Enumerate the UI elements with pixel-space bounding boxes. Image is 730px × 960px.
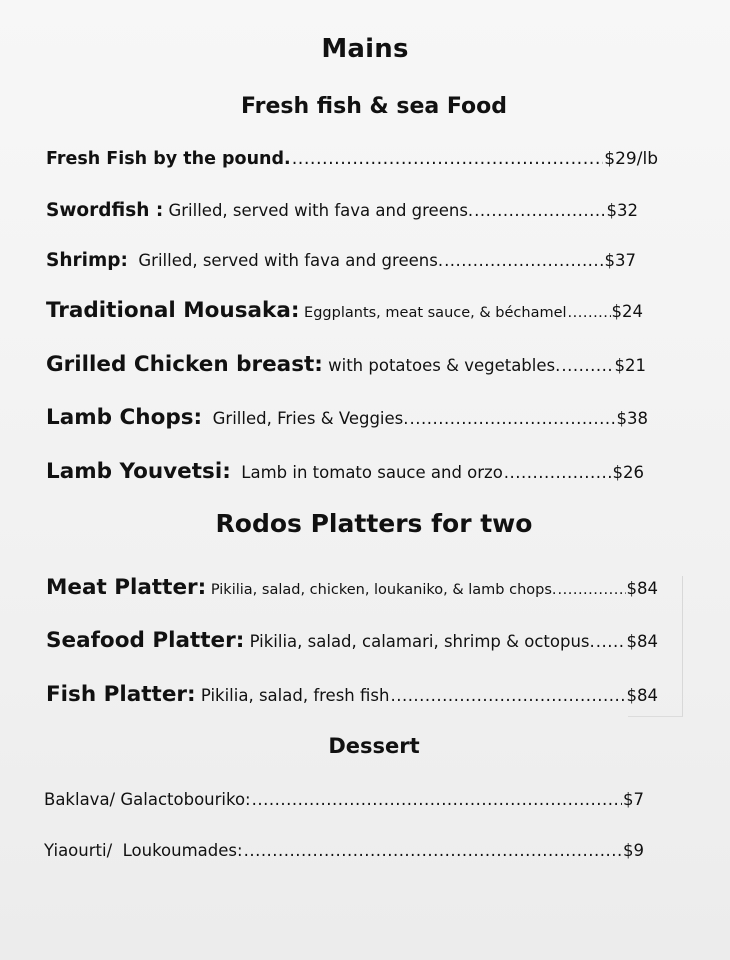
menu-item-baklava	[44, 790, 644, 809]
dot-leader	[561, 356, 613, 375]
item-description: Pikilia, salad, fresh fish	[195, 686, 390, 705]
item-description: Grilled, served with fava and greens.	[163, 201, 474, 220]
dot-leader	[558, 582, 626, 598]
dot-leader	[504, 463, 612, 482]
menu-item-yiaourti	[44, 841, 644, 860]
dot-leader	[410, 409, 616, 428]
item-name: Shrimp:	[46, 250, 128, 271]
item-price: $84	[626, 686, 658, 705]
item-name: Grilled Chicken breast:	[46, 352, 323, 377]
item-description: Grilled, Fries & Veggies.	[202, 409, 409, 428]
menu-item-shrimp	[46, 250, 636, 271]
menu-item-fish-platter	[46, 682, 658, 707]
dot-leader	[596, 632, 626, 651]
dot-leader	[252, 790, 622, 809]
dot-leader	[244, 841, 622, 860]
menu-item-grilled-chicken	[46, 352, 646, 377]
menu-item-swordfish	[46, 200, 638, 221]
item-price: $24	[611, 302, 643, 321]
menu-item-mousaka	[46, 298, 643, 323]
item-name: Seafood Platter:	[46, 628, 245, 653]
item-description: Pikilia, salad, calamari, shrimp & octopus.	[244, 632, 595, 651]
item-name: Baklava/ Galactobouriko:	[44, 790, 251, 809]
item-description: with potatoes & vegetables.	[322, 356, 561, 375]
menu-item-lamb-chops	[46, 405, 648, 430]
dot-leader	[444, 251, 603, 270]
item-name: Yiaourti/ Loukoumades:	[44, 841, 243, 860]
item-price: $38	[616, 409, 648, 428]
item-price: $26	[612, 463, 644, 482]
item-name: Traditional Mousaka:	[46, 298, 300, 323]
menu-item-lamb-youvetsi	[46, 459, 644, 484]
item-name: Swordfish :	[46, 200, 164, 221]
item-price: $84	[626, 579, 658, 598]
menu-title: Mains	[321, 34, 409, 64]
dot-leader	[390, 686, 625, 705]
item-description: Eggplants, meat sauce, & béchamel	[299, 305, 567, 321]
dot-leader	[474, 201, 605, 220]
item-price: $29/lb	[604, 149, 658, 169]
section-heading-platters: Rodos Platters for two	[215, 509, 533, 538]
item-description: Lamb in tomato sauce and orzo	[230, 463, 503, 482]
menu-item-fresh-fish	[46, 149, 658, 169]
item-name: Fish Platter:	[46, 682, 196, 707]
item-price: $32	[606, 201, 638, 220]
item-price: $21	[614, 356, 646, 375]
item-price: $7	[623, 790, 644, 809]
item-name: Lamb Youvetsi:	[46, 459, 231, 484]
dot-leader	[292, 149, 604, 169]
item-price: $9	[623, 841, 644, 860]
item-price: $37	[604, 251, 636, 270]
menu-item-meat-platter	[46, 575, 658, 600]
dot-leader	[568, 305, 611, 321]
item-name: Lamb Chops:	[46, 405, 203, 430]
item-name: Fresh Fish by the pound.	[46, 149, 291, 169]
item-name: Meat Platter:	[46, 575, 207, 600]
item-price: $84	[626, 632, 658, 651]
section-heading-fresh-fish: Fresh fish & sea Food	[240, 94, 507, 119]
item-description: Pikilia, salad, chicken, loukaniko, & lamb chops.	[206, 582, 557, 598]
menu-item-seafood-platter	[46, 628, 658, 653]
section-heading-dessert: Dessert	[328, 734, 420, 758]
item-description: Grilled, served with fava and greens.	[127, 251, 444, 270]
